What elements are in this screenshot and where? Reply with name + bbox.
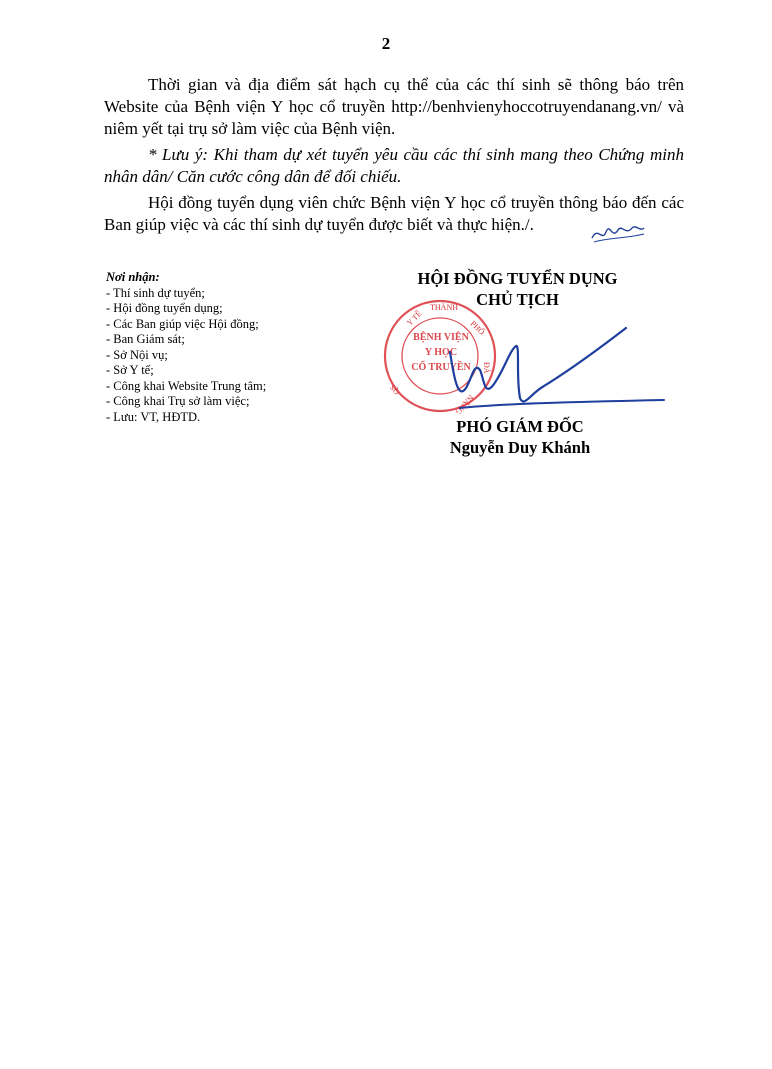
recipients-list xyxy=(106,286,346,426)
announcement-paragraph: Hội đồng tuyển dụng viên chức Bệnh viện Y học cổ truyền thông báo đến các Ban giúp việc và các thí sinh dự tuyển được biết và thực hiện./. xyxy=(104,193,684,234)
svg-text:PHỐ: PHỐ xyxy=(468,319,487,337)
stamp-line: CỔ TRUYỀN xyxy=(411,362,471,373)
council-title: HỘI ĐỒNG TUYỂN DỤNG xyxy=(417,269,618,288)
svg-text:THÀNH: THÀNH xyxy=(430,303,458,312)
svg-text:Y TẾ: Y TẾ xyxy=(405,308,424,328)
signer-position: PHÓ GIÁM ĐỐC xyxy=(456,417,584,436)
signer-name: Nguyễn Duy Khánh xyxy=(449,438,591,457)
list-item: - Thí sinh dự tuyển; xyxy=(106,285,205,300)
handwritten-signature-icon xyxy=(420,318,670,418)
initial-signature-mark xyxy=(588,216,648,246)
list-item: - Công khai Website Trung tâm; xyxy=(106,378,267,393)
stamp-line: BỆNH VIỆN xyxy=(413,332,469,343)
list-item: - Ban Giám sát; xyxy=(106,332,185,346)
signature-block xyxy=(380,268,670,468)
list-item: - Lưu: VT, HĐTD. xyxy=(106,409,201,424)
list-item: - Công khai Trụ sở làm việc; xyxy=(106,394,250,408)
list-item: - Hội đồng tuyển dụng; xyxy=(106,301,223,315)
chair-title: CHỦ TỊCH xyxy=(476,290,559,309)
schedule-paragraph: Thời gian và địa điểm sát hạch cụ thể của các thí sinh sẽ thông báo trên Website của Bệnh viện Y học cổ truyền http://benhvienyhoccotruyendanang.vn/ và niêm yết tại trụ sở làm việc của Bệnh viện. xyxy=(104,75,684,138)
recipients-title: Nơi nhận: xyxy=(106,270,160,284)
svg-text:NẴNG: NẴNG xyxy=(453,392,476,416)
svg-text:QS: QS xyxy=(388,382,402,397)
note-paragraph: * Lưu ý: Khi tham dự xét tuyển yêu cầu các thí sinh mang theo Chứng minh nhân dân/ Căn cước công dân để đối chiếu. xyxy=(104,145,684,186)
list-item: - Sở Nội vụ; xyxy=(106,347,168,362)
stamp-line: Y HỌC xyxy=(424,347,458,358)
svg-text:ĐÀ: ĐÀ xyxy=(482,362,491,374)
list-item: - Sở Y tế; xyxy=(106,363,154,377)
list-item: - Các Ban giúp việc Hội đồng; xyxy=(106,316,259,331)
recipients-block xyxy=(106,270,346,425)
page-number: 2 xyxy=(381,34,391,53)
